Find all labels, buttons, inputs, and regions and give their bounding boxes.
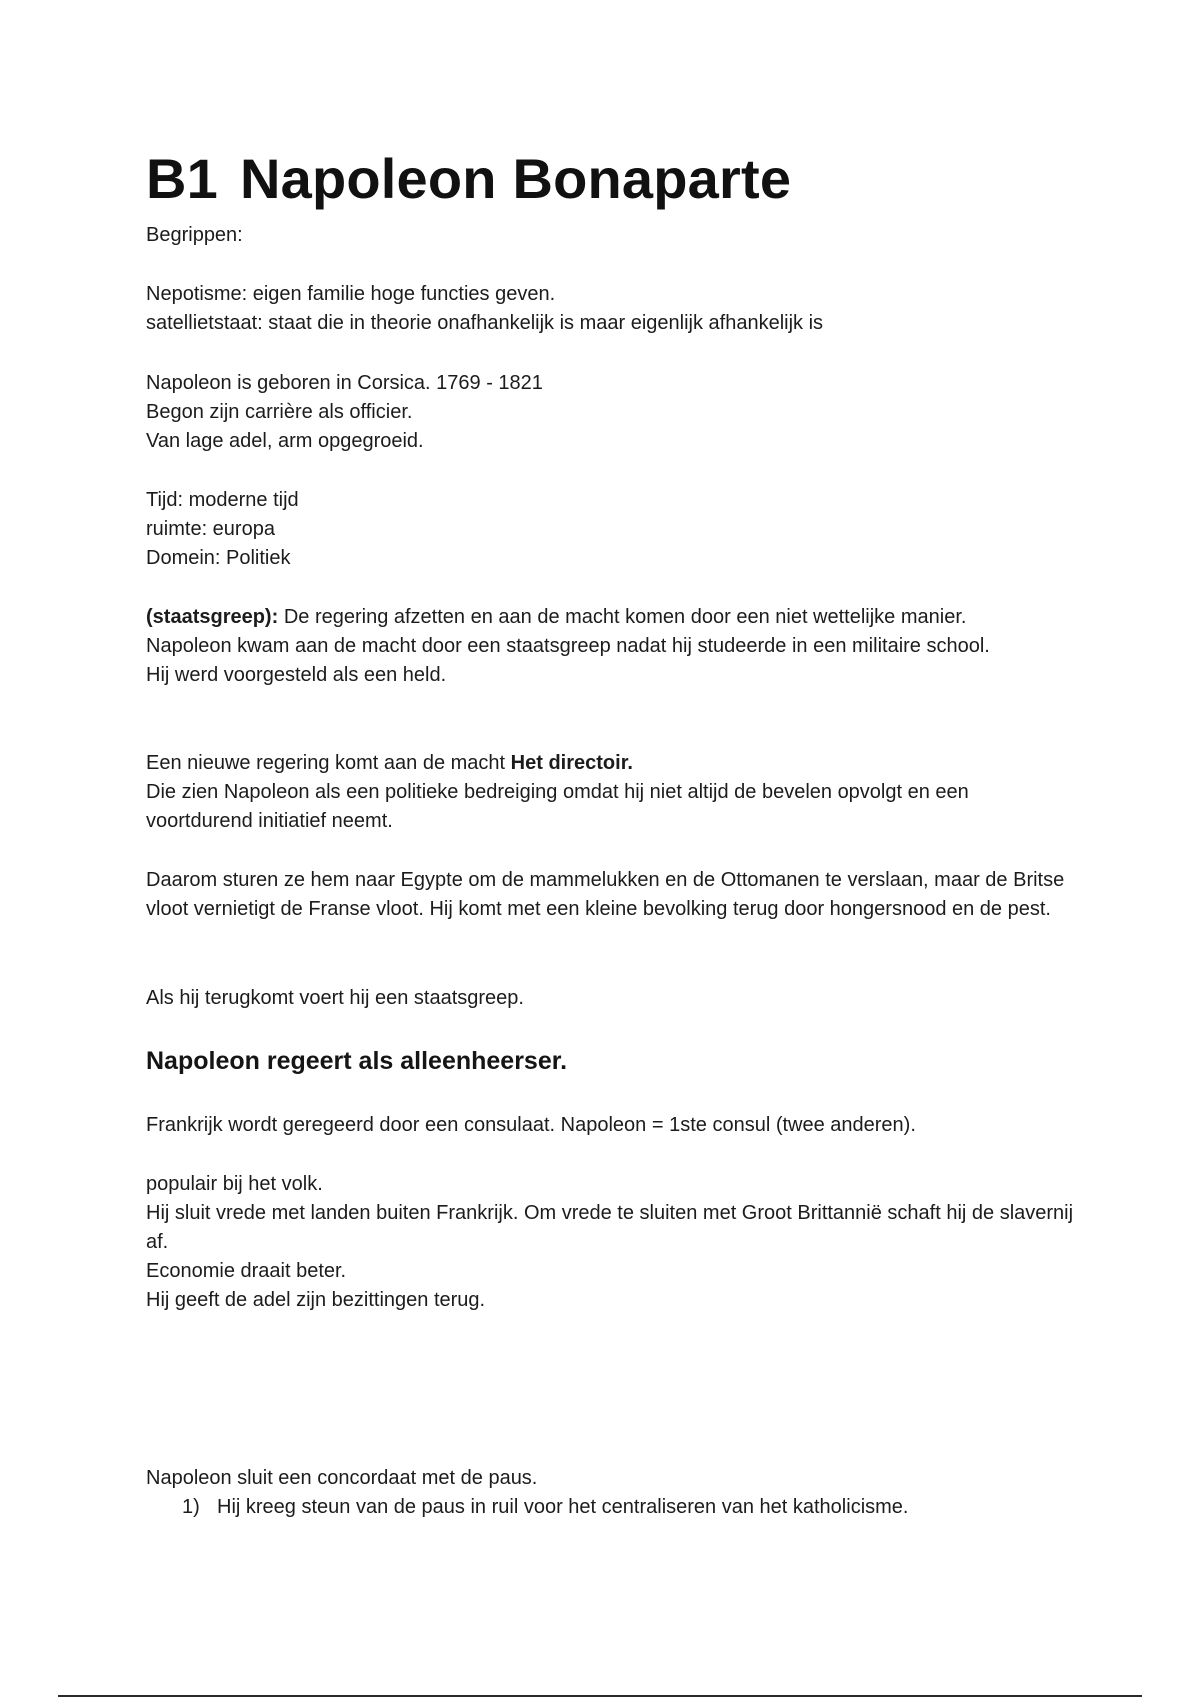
- staatsgreep-definition: De regering afzetten en aan de macht komen door een niet wettelijke manier.: [278, 606, 967, 628]
- consulaat-text: Frankrijk wordt geregeerd door een consulaat. Napoleon = 1ste consul (twee anderen).: [146, 1114, 916, 1136]
- page-title: [146, 146, 791, 212]
- chapter-number: B1: [146, 147, 218, 210]
- directoir-text: Die zien Napoleon als een politieke bedreiging omdat hij niet altijd de bevelen opvolgt en een voortdurend initiatief neemt.: [146, 781, 969, 832]
- directoir-name: Het directoir.: [510, 752, 633, 774]
- terugkomst-block: [146, 984, 1086, 1013]
- staatsgreep-text: Napoleon kwam aan de macht door een staatsgreep nadat hij studeerde in een militaire school.: [146, 635, 990, 657]
- egypte-block: [146, 866, 1086, 924]
- terugkomst-text: Als hij terugkomt voert hij een staatsgreep.: [146, 987, 524, 1009]
- beleid-adel: Hij geeft de adel zijn bezittingen terug.: [146, 1289, 486, 1311]
- begrippen-label: Begrippen:: [146, 224, 243, 246]
- staatsgreep-hero: Hij werd voorgesteld als een held.: [146, 664, 447, 686]
- directoir-block: [146, 749, 1086, 836]
- beleid-economie: Economie draait beter.: [146, 1260, 347, 1282]
- egypte-text: Daarom sturen ze hem naar Egypte om de mammelukken en de Ottomanen te verslaan, maar de Britse vloot vernietigt de Franse vloot. Hij komt met een kleine bevolking terug door hongersnood en de pest.: [146, 869, 1065, 920]
- beleid-populair: populair bij het volk.: [146, 1173, 323, 1195]
- beleid-block: [146, 1170, 1086, 1315]
- context-tijd: Tijd: moderne tijd: [146, 489, 299, 511]
- definitions-block: [146, 280, 1086, 338]
- context-ruimte: ruimte: europa: [146, 518, 275, 540]
- beleid-vrede: Hij sluit vrede met landen buiten Frankrijk. Om vrede te sluiten met Groot Brittannië schaft hij de slavernij af.: [146, 1202, 1074, 1253]
- list-marker: 1): [182, 1496, 200, 1518]
- term-staatsgreep: (staatsgreep):: [146, 606, 279, 628]
- concordaat-list: [182, 1493, 908, 1522]
- list-item: [182, 1493, 908, 1522]
- directoir-intro: Een nieuwe regering komt aan de macht: [146, 752, 511, 774]
- context-domein: Domein: Politiek: [146, 547, 291, 569]
- list-item-text: Hij kreeg steun van de paus in ruil voor het centraliseren van het katholicisme.: [217, 1496, 909, 1518]
- footer-divider: [58, 1695, 1142, 1697]
- concordaat-intro: Napoleon sluit een concordaat met de paus.: [146, 1467, 538, 1489]
- staatsgreep-block: [146, 603, 1086, 690]
- bio-line: Begon zijn carrière als officier.: [146, 401, 413, 423]
- bio-block: [146, 369, 1086, 456]
- context-block: [146, 486, 1086, 573]
- section-heading: Napoleon regeert als alleenheerser.: [146, 1047, 568, 1075]
- chapter-title: Napoleon Bonaparte: [240, 147, 792, 210]
- definition-nepotisme: Nepotisme: eigen familie hoge functies geven.: [146, 283, 556, 305]
- bio-line: Van lage adel, arm opgegroeid.: [146, 430, 424, 452]
- consulaat-block: [146, 1111, 1086, 1140]
- bio-line: Napoleon is geboren in Corsica. 1769 - 1821: [146, 372, 543, 394]
- definition-satellietstaat: satellietstaat: staat die in theorie onafhankelijk is maar eigenlijk afhankelijk is: [146, 312, 824, 334]
